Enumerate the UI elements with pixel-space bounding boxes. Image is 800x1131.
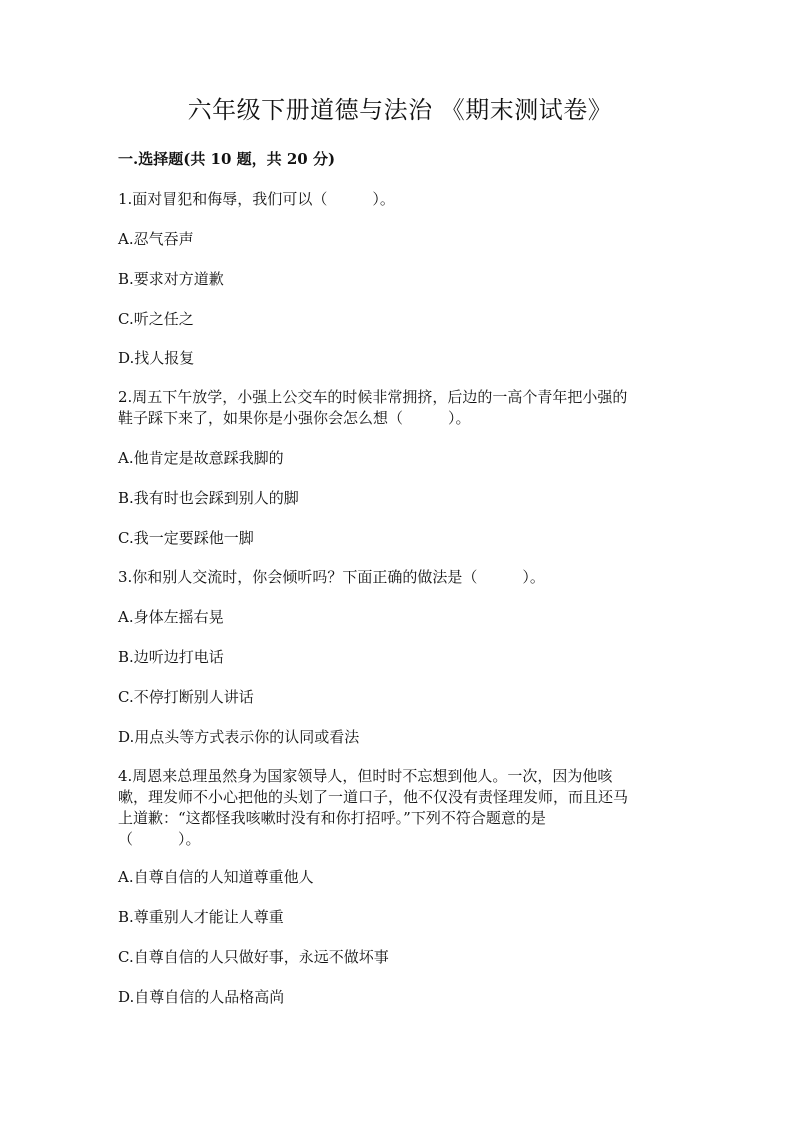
question-1-option-b: B.要求对方道歉 <box>118 270 224 288</box>
question-1-option-c: C.听之任之 <box>118 310 194 328</box>
question-4-stem-line-3: 上道歉：“这都怪我咳嗽时没有和你打招呼。”下列不符合题意的是 <box>118 809 546 827</box>
question-4-option-c: C.自尊自信的人只做好事，永远不做坏事 <box>118 948 389 966</box>
question-4-stem-line-1: 4.周恩来总理虽然身为国家领导人，但时时不忘想到他人。一次，因为他咳 <box>118 767 613 785</box>
question-1-option-d: D.找人报复 <box>118 349 195 367</box>
question-2-option-a: A.他肯定是故意踩我脚的 <box>118 449 284 467</box>
question-2-option-c: C.我一定要踩他一脚 <box>118 529 254 547</box>
question-3-option-d: D.用点头等方式表示你的认同或看法 <box>118 728 360 746</box>
question-4-stem-line-2: 嗽，理发师不小心把他的头划了一道口子，他不仅没有责怪理发师，而且还马 <box>118 788 629 806</box>
question-2-stem-line-2: 鞋子踩下来了，如果你是小强你会怎么想（ ）。 <box>118 409 471 427</box>
question-3-stem: 3.你和别人交流时，你会倾听吗？下面正确的做法是（ ）。 <box>118 568 545 586</box>
question-4-option-b: B.尊重别人才能让人尊重 <box>118 908 284 926</box>
question-3-option-a: A.身体左摇右晃 <box>118 608 224 626</box>
question-3-option-b: B.边听边打电话 <box>118 648 224 666</box>
exam-title: 六年级下册道德与法治 《期末测试卷》 <box>187 96 613 124</box>
question-4-option-d: D.自尊自信的人品格高尚 <box>118 988 285 1006</box>
question-3-option-c: C.不停打断别人讲话 <box>118 688 254 706</box>
question-2-option-b: B.我有时也会踩到别人的脚 <box>118 489 299 507</box>
question-1-option-a: A.忍气吞声 <box>118 230 194 248</box>
question-1-stem: 1.面对冒犯和侮辱，我们可以（ ）。 <box>118 190 395 208</box>
question-2-stem-line-1: 2.周五下午放学，小强上公交车的时候非常拥挤，后边的一高个青年把小强的 <box>118 388 628 406</box>
section-header: 一.选择题(共 10 题，共 20 分) <box>118 150 336 168</box>
question-4-option-a: A.自尊自信的人知道尊重他人 <box>118 868 314 886</box>
question-4-stem-line-4: （ ）。 <box>118 830 201 848</box>
